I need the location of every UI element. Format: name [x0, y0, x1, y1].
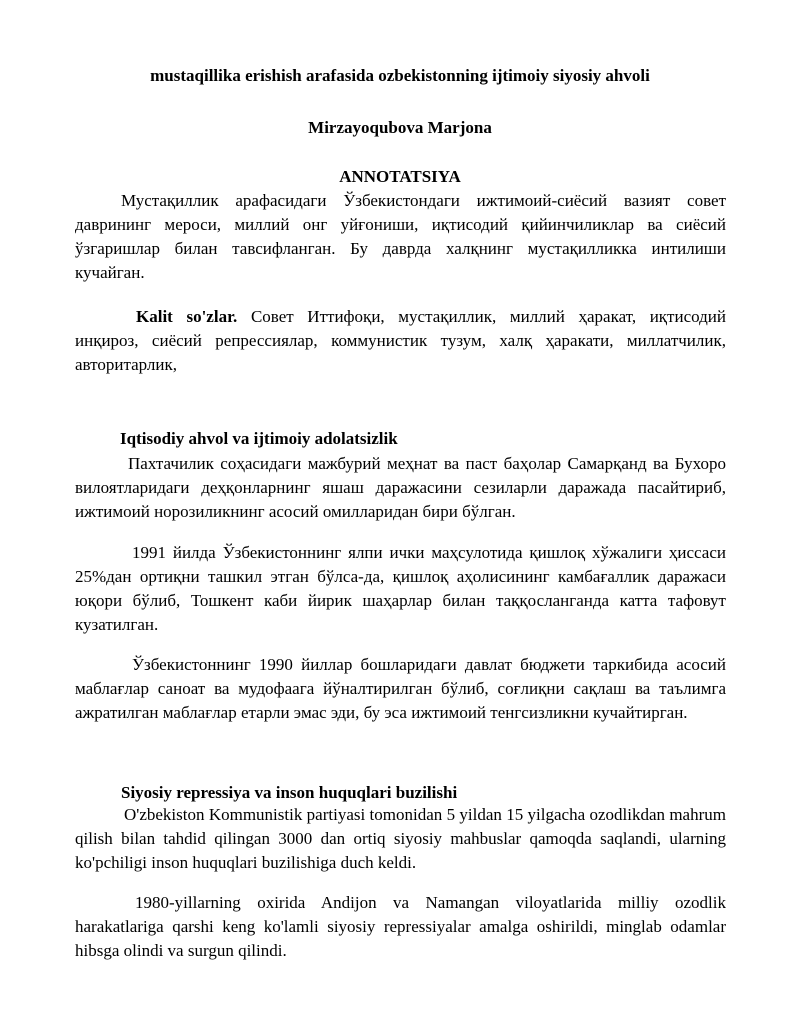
keywords-list: Совет Иттифоқи, мустақиллик, миллий ҳаракат, иқтисодий инқироз, сиёсий репрессиялар, коммунистик тузум, халқ ҳаракати, миллатчилик, авторитарлик,: [75, 307, 726, 374]
author-name: Mirzayoqubova Marjona: [308, 118, 492, 137]
paragraph-economy-3: Ўзбекистоннинг 1990 йиллар бошларидаги давлат бюджети таркибида асосий маблағлар саноат ва мудофаага йўналтирилган бўлиб, соғлиқни сақлаш ва таълимга ажратилган маблағлар етарли эмас эди, бу эса ижтимоий тенгсизликни кучайтирган.: [75, 655, 726, 722]
section-heading-repression: Siyosiy repressiya va inson huquqlari buzilishi: [121, 783, 458, 802]
paragraph-economy-2: 1991 йилда Ўзбекистоннинг ялпи ички маҳсулотида қишлоқ хўжалиги ҳиссаси 25%дан ортиқни ташкил этган бўлса-да, қишлоқ аҳолисининг камбағаллик даражаси юқори бўлиб, Тошкент каби йирик шаҳарлар билан таққосланганда катта тафовут кузатилган.: [75, 543, 726, 634]
section-heading-economy: Iqtisodiy ahvol va ijtimoiy adolatsizlik: [120, 429, 398, 448]
paragraph-economy-1: Пахтачилик соҳасидаги мажбурий меҳнат ва паст баҳолар Самарқанд ва Бухоро вилоятларидаги деҳқонларнинг яшаш даражасини сезиларли даражада пасайтириб, ижтимоий норозиликнинг асосий омилларидан бири бўлган.: [75, 454, 726, 521]
abstract-paragraph: Мустақиллик арафасидаги Ўзбекистондаги ижтимоий-сиёсий вазият совет даврининг мероси, миллий онг уйғониши, иқтисодий қийинчиликлар ва сиёсий ўзгаришлар билан тавсифланган. Бу даврда халқнинг мустақилликка интилиши кучайган.: [75, 191, 726, 282]
paragraph-repression-2: 1980-yillarning oxirida Andijon va Namangan viloyatlarida milliy ozodlik harakatlariga qarshi keng ko'lamli siyosiy repressiyalar amalga oshirildi, minglab odamlar hibsga olindi va surgun qilindi.: [75, 893, 726, 960]
keywords-paragraph: [75, 305, 726, 377]
paragraph-repression-1: O'zbekiston Kommunistik partiyasi tomonidan 5 yildan 15 yilgacha ozodlikdan mahrum qilish bilan tahdid qilingan 3000 dan ortiq siyosiy mahbuslar qamoqda saqlandi, ularning ko'pchiligi inson huquqlari buzilishiga duch keldi.: [75, 805, 726, 872]
keywords-label: Kalit so'zlar.: [136, 307, 238, 326]
document-title: mustaqillika erishish arafasida ozbekistonning ijtimoiy siyosiy ahvoli: [150, 66, 650, 85]
abstract-heading: ANNOTATSIYA: [339, 167, 461, 186]
